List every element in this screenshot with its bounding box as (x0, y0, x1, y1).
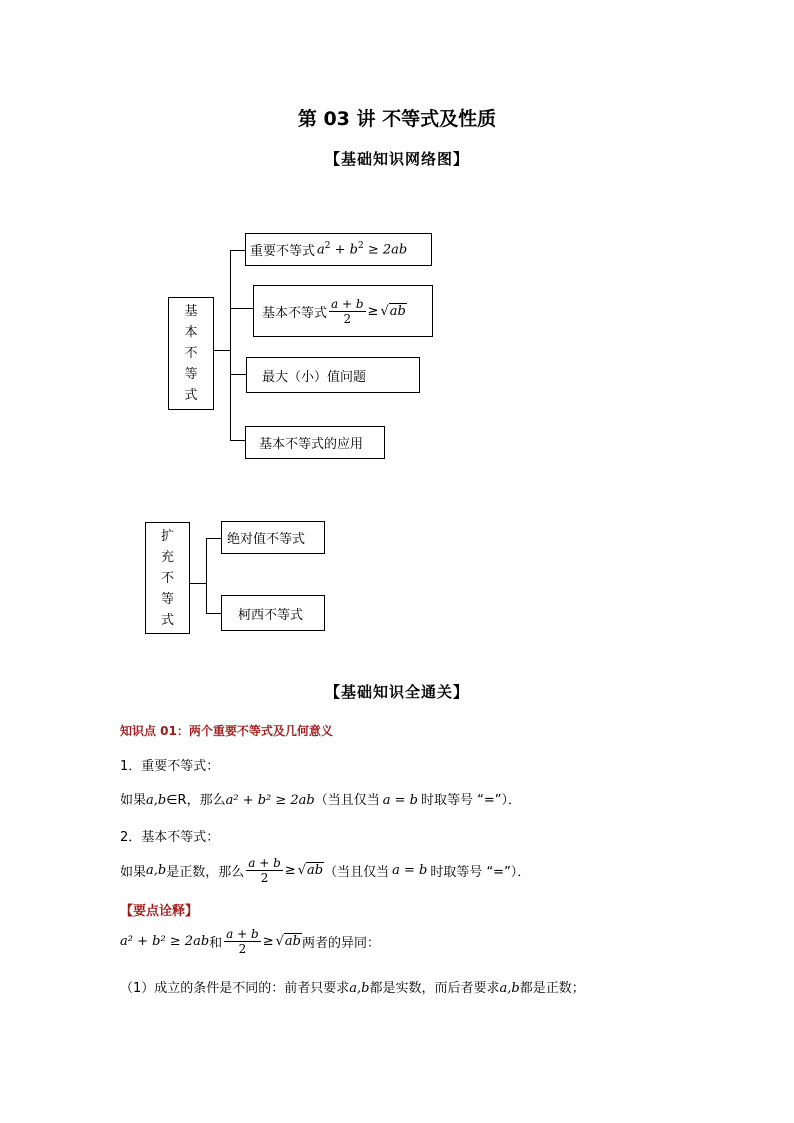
item-label: 重要不等式 (250, 244, 316, 259)
fraction-numerator: a + b (248, 855, 281, 870)
text: 时取等号 “=”）． (430, 864, 531, 880)
formula: a,b (499, 981, 520, 996)
sqrt: √ab (275, 933, 301, 949)
fraction (224, 927, 261, 956)
connector (230, 250, 231, 441)
connector (214, 350, 230, 351)
paragraph: 2．基本不等式： (120, 830, 220, 845)
diagram2-item-cauchy: 柯西不等式 (221, 595, 325, 631)
connector (206, 538, 207, 614)
formula: a = b (382, 793, 418, 808)
formula: a,b (146, 862, 167, 878)
text: 如果 (120, 793, 147, 808)
radicand: ab (389, 303, 406, 319)
connector (230, 308, 253, 309)
radicand: ab (306, 862, 324, 878)
paragraph: 1．重要不等式： (120, 759, 220, 774)
relation: ≥ (262, 933, 274, 949)
text: 是正数，那么 (166, 864, 245, 880)
connector (206, 538, 221, 539)
text: （当且仅当 (324, 864, 390, 880)
diagram1-item-basic-inequality (253, 285, 433, 337)
knowledge-point-title: 知识点 01：两个重要不等式及几何意义 (120, 724, 333, 738)
formula: a = b (392, 862, 428, 878)
diagram1-root (168, 297, 214, 410)
paragraph (120, 789, 521, 808)
formula: a,b (146, 793, 167, 808)
paragraph (120, 923, 380, 959)
fraction-denominator: 2 (260, 870, 269, 885)
fraction-numerator: a + b (331, 296, 364, 311)
section-heading-knowledge: 【基础知识全通关】 (324, 683, 469, 701)
diagram1-item-important-inequality (245, 233, 432, 266)
fraction (246, 856, 283, 885)
root-char: 式 (160, 612, 174, 628)
sqrt: √ab (297, 862, 324, 878)
connector (230, 440, 245, 441)
root-char: 本 (184, 325, 198, 340)
connector (190, 583, 206, 584)
sqrt: √ab (380, 303, 406, 319)
root-char: 式 (184, 388, 198, 403)
page-title: 第 03 讲 不等式及性质 (297, 108, 497, 130)
connector (230, 250, 245, 251)
paragraph (120, 852, 530, 888)
connector (230, 374, 246, 375)
text: 两者的异同： (301, 935, 380, 951)
relation: ≥ (284, 862, 296, 878)
fraction (329, 297, 366, 326)
fraction-denominator: 2 (238, 941, 247, 956)
item-label: 基本不等式 (262, 305, 328, 321)
fraction-denominator: 2 (343, 311, 352, 326)
text: ∈R，那么 (166, 793, 226, 808)
relation: ≥ (367, 303, 379, 319)
formula: a² + b² ≥ 2ab (120, 933, 210, 949)
key-points-label: 【要点诠释】 (120, 904, 199, 919)
text: 时取等号 “=”）． (421, 793, 521, 808)
text: （当且仅当 (314, 793, 380, 808)
root-char: 扩 (160, 528, 174, 544)
formula: a,b (349, 981, 370, 996)
diagram1-item-extremum: 最大（小）值问题 (246, 357, 420, 393)
root-char: 充 (160, 549, 174, 565)
text: 和 (209, 935, 223, 951)
root-char: 等 (160, 591, 174, 607)
root-char: 基 (184, 304, 198, 319)
text: 如果 (120, 864, 147, 880)
diagram2-item-absolute: 绝对值不等式 (221, 521, 325, 554)
diagram2-root (145, 522, 190, 634)
root-char: 不 (184, 346, 198, 361)
text: 都是实数，而后者要求 (369, 981, 500, 996)
formula: $a^2 + b^2 \ge 2ab$ (317, 241, 408, 258)
diagram1-item-application: 基本不等式的应用 (245, 426, 385, 459)
connector (206, 613, 221, 614)
formula: a² + b² ≥ 2ab (225, 793, 315, 808)
fraction-numerator: a + b (226, 926, 259, 941)
root-char: 等 (184, 367, 198, 382)
root-char: 不 (160, 570, 174, 586)
section-heading-network: 【基础知识网络图】 (324, 150, 469, 168)
radicand: ab (284, 933, 301, 949)
text: 都是正数； (519, 981, 585, 996)
text: （1）成立的条件是不同的：前者只要求 (120, 981, 350, 996)
paragraph (120, 977, 585, 996)
